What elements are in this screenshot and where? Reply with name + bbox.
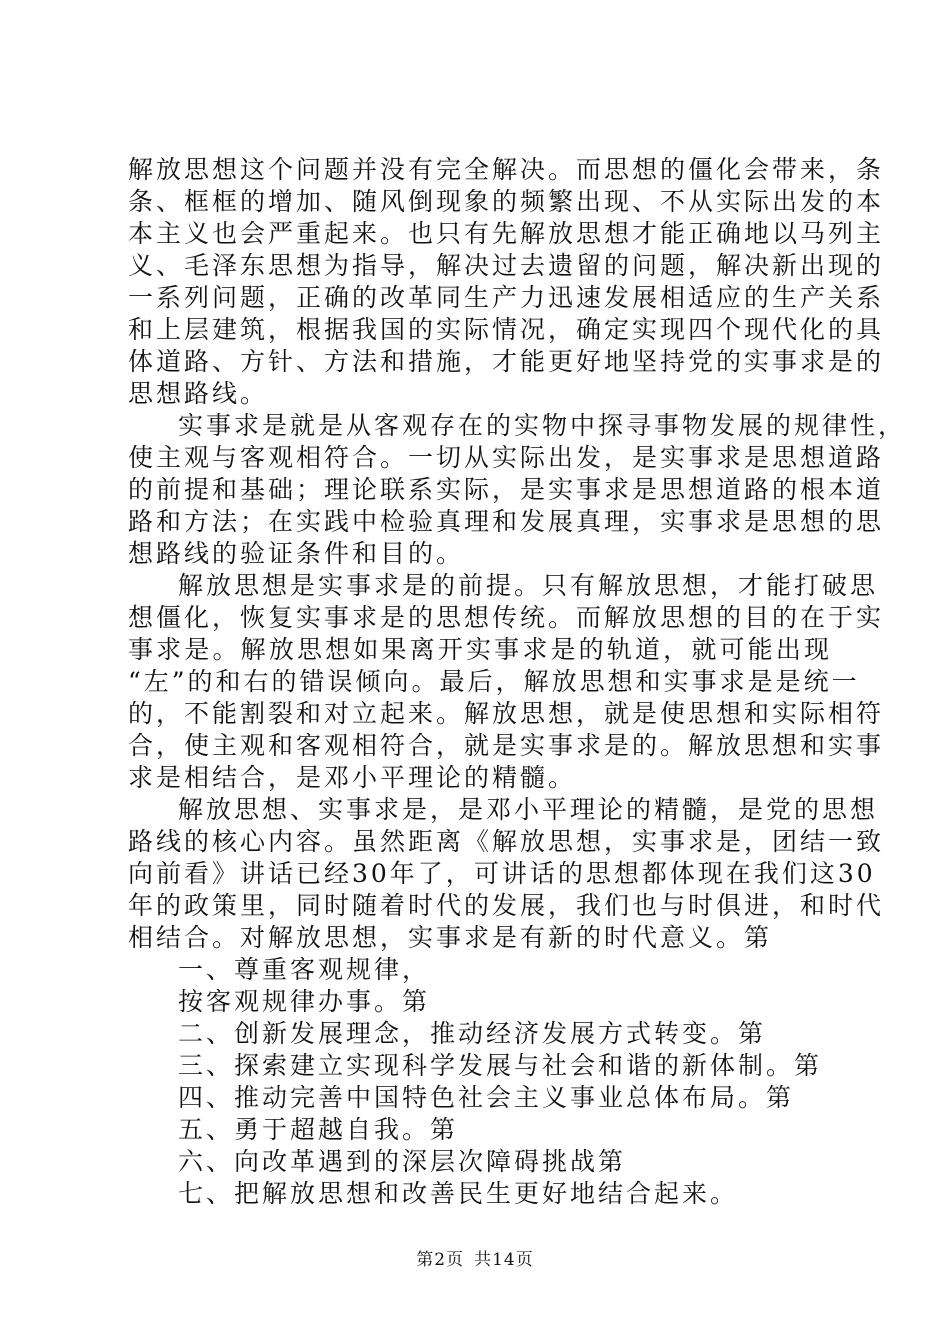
text-line: 一系列问题，正确的改革同生产力迅速发展相适应的生产关系 bbox=[128, 283, 885, 312]
text-line: 年的政策里，同时随着时代的发展，我们也与时俱进，和时代 bbox=[128, 891, 885, 920]
text-line: 的前提和基础；理论联系实际，是实事求是思想道路的根本道 bbox=[128, 475, 885, 504]
paragraph-first-line: 解放思想是实事求是的前提。只有解放思想，才能打破思 bbox=[178, 571, 879, 600]
document-body bbox=[128, 154, 907, 1210]
list-item: 一、尊重客观规律， bbox=[178, 955, 431, 984]
paragraph-first-line: 实事求是就是从客观存在的实物中探寻事物发展的规律性， bbox=[178, 411, 907, 440]
list-item: 四、推动完善中国特色社会主义事业总体布局。第 bbox=[178, 1083, 795, 1112]
list-item: 六、向改革遇到的深层次障碍挑战第 bbox=[178, 1147, 627, 1176]
list-item: 七、把解放思想和改善民生更好地结合起来。 bbox=[178, 1179, 739, 1208]
text-line: 向前看》讲话已经30年了，可讲话的思想都体现在我们这30 bbox=[128, 859, 876, 888]
text-line: 求是相结合，是邓小平理论的精髓。 bbox=[128, 763, 577, 792]
list-item: 二、创新发展理念，推动经济发展方式转变。第 bbox=[178, 1019, 767, 1048]
text-line: 想路线的验证条件和目的。 bbox=[128, 539, 465, 568]
text-line: 义、毛泽东思想为指导，解决过去遗留的问题，解决新出现的 bbox=[128, 251, 885, 280]
list-item: 三、探索建立实现科学发展与社会和谐的新体制。第 bbox=[178, 1051, 823, 1080]
text-line: 路线的核心内容。虽然距离《解放思想，实事求是，团结一致 bbox=[128, 827, 885, 856]
page-footer bbox=[0, 1245, 950, 1270]
text-line: 和上层建筑，根据我国的实际情况，确定实现四个现代化的具 bbox=[128, 315, 885, 344]
paragraph-first-line: 解放思想、实事求是，是邓小平理论的精髓，是党的思想 bbox=[178, 795, 879, 824]
text-line: 解放思想这个问题并没有完全解决。而思想的僵化会带来，条 bbox=[128, 155, 885, 184]
text-line: 事求是。解放思想如果离开实事求是的轨道，就可能出现 bbox=[128, 635, 832, 664]
text-line: “左”的和右的错误倾向。最后，解放思想和实事求是是统一 bbox=[128, 667, 860, 696]
text-line: 相结合。对解放思想，实事求是有新的时代意义。第 bbox=[128, 923, 773, 952]
text-line: 本主义也会严重起来。也只有先解放思想才能正确地以马列主 bbox=[128, 219, 885, 248]
list-item: 五、勇于超越自我。第 bbox=[178, 1115, 459, 1144]
list-item: 按客观规律办事。第 bbox=[178, 987, 431, 1016]
text-line: 路和方法；在实践中检验真理和发展真理，实事求是思想的思 bbox=[128, 507, 885, 536]
page-total: 共14页 bbox=[474, 1250, 534, 1270]
text-line: 体道路、方针、方法和措施，才能更好地坚持党的实事求是的 bbox=[128, 347, 885, 376]
text-line: 使主观与客观相符合。一切从实际出发，是实事求是思想道路 bbox=[128, 443, 885, 472]
text-line: 条、框框的增加、随风倒现象的频繁出现、不从实际出发的本 bbox=[128, 187, 885, 216]
text-line: 的，不能割裂和对立起来。解放思想，就是使思想和实际相符 bbox=[128, 699, 885, 728]
text-line: 合，使主观和客观相符合，就是实事求是的。解放思想和实事 bbox=[128, 731, 885, 760]
text-line: 想僵化，恢复实事求是的思想传统。而解放思想的目的在于实 bbox=[128, 603, 885, 632]
text-line: 思想路线。 bbox=[128, 379, 269, 408]
page-number: 第2页 bbox=[416, 1250, 465, 1270]
